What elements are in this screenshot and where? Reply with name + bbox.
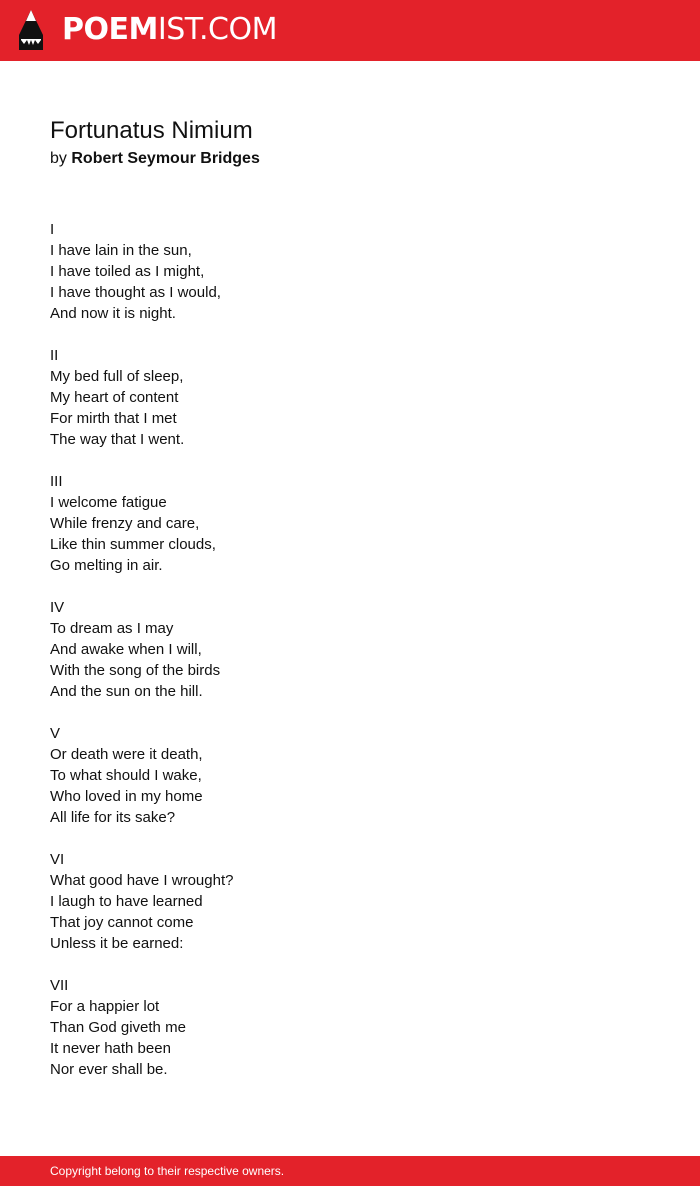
poem-author: Robert Seymour Bridges: [71, 150, 260, 167]
logo-light-text: IST.COM: [157, 12, 277, 47]
stanza: [50, 345, 650, 450]
poem-body: [50, 219, 650, 1101]
poem-line: Than God giveth me: [50, 1019, 186, 1036]
poem-line: And the sun on the hill.: [50, 683, 203, 700]
stanza-number: VI: [50, 851, 65, 868]
site-header: [0, 0, 700, 61]
poem-line: To what should I wake,: [50, 767, 202, 784]
poem-byline: [50, 148, 260, 170]
poem-line: What good have I wrought?: [50, 872, 234, 889]
poem-line: Like thin summer clouds,: [50, 536, 216, 553]
poem-line: I have thought as I would,: [50, 284, 221, 301]
poem-line: Unless it be earned:: [50, 935, 184, 952]
stanza: [50, 471, 650, 576]
stanza-number: I: [50, 221, 55, 238]
site-footer: [0, 1156, 700, 1186]
stanza-number: IV: [50, 599, 65, 616]
stanza: [50, 219, 650, 324]
poem-line: I have toiled as I might,: [50, 263, 205, 280]
poem-line: And now it is night.: [50, 305, 176, 322]
stanza: [50, 849, 650, 954]
poem-line: The way that I went.: [50, 431, 185, 448]
poem-line: Nor ever shall be.: [50, 1061, 168, 1078]
poem-line: My bed full of sleep,: [50, 368, 184, 385]
stanza-number: V: [50, 725, 61, 742]
poem-line: My heart of content: [50, 389, 179, 406]
stanza: [50, 723, 650, 828]
poem-line: For mirth that I met: [50, 410, 177, 427]
poem-line: And awake when I will,: [50, 641, 202, 658]
stanza-number: II: [50, 347, 59, 364]
poem-line: Or death were it death,: [50, 746, 203, 763]
poem-title: Fortunatus Nimium: [50, 117, 253, 144]
poem-line: Go melting in air.: [50, 557, 163, 574]
poem-line: I welcome fatigue: [50, 494, 167, 511]
poem-line: All life for its sake?: [50, 809, 176, 826]
poem-line: That joy cannot come: [50, 914, 194, 931]
stanza-number: III: [50, 473, 63, 490]
poem-line: I laugh to have learned: [50, 893, 203, 910]
site-logo[interactable]: [62, 12, 277, 48]
poem-line: Who loved in my home: [50, 788, 203, 805]
poem-line: To dream as I may: [50, 620, 174, 637]
stanza: [50, 975, 650, 1080]
logo-bold-text: POEM: [62, 12, 158, 47]
poem-line: It never hath been: [50, 1040, 171, 1057]
poem-line: With the song of the birds: [50, 662, 221, 679]
copyright-text: Copyright belong to their respective owners.: [50, 1164, 285, 1178]
by-label: by: [50, 150, 67, 167]
poem-line: For a happier lot: [50, 998, 160, 1015]
poem-line: I have lain in the sun,: [50, 242, 192, 259]
stanza-number: VII: [50, 977, 69, 994]
stanza: [50, 597, 650, 702]
poem-line: While frenzy and care,: [50, 515, 200, 532]
pencil-icon: [18, 9, 44, 51]
